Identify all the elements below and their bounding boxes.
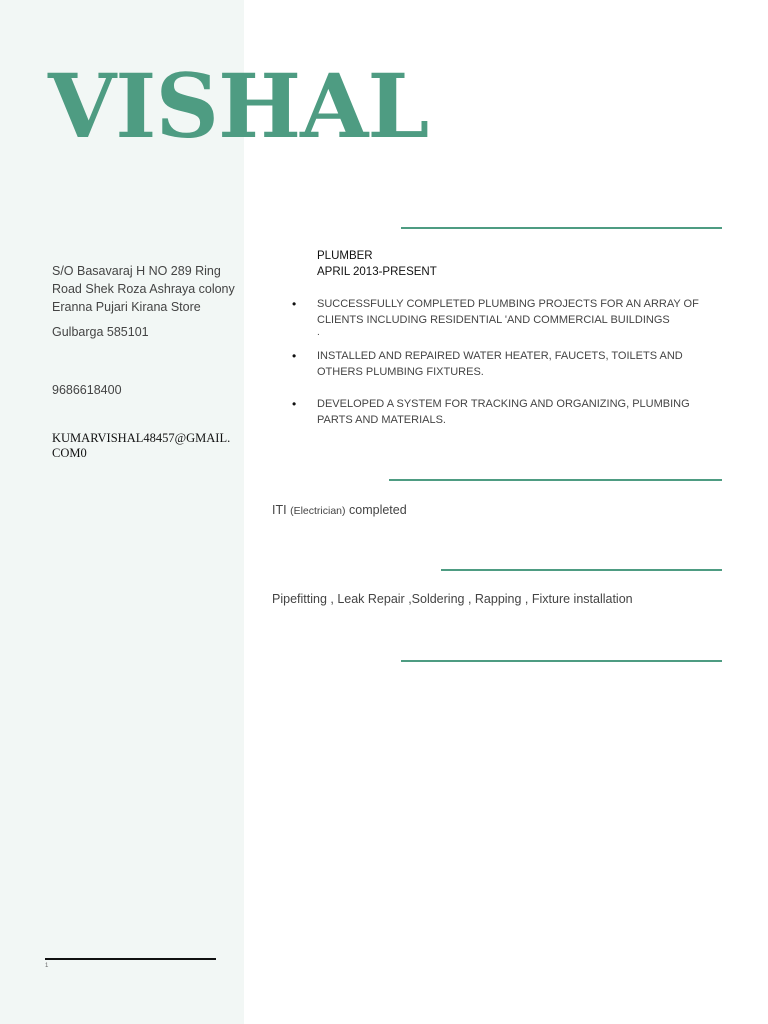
list-item	[292, 348, 702, 380]
phone-number: 9686618400	[52, 383, 122, 397]
duty-text: SUCCESSFULLY COMPLETED PLUMBING PROJECTS FOR AN ARRAY OF CLIENTS INCLUDING RESIDENTIAL 'AND COMMERCIAL BUILDINGS	[317, 298, 699, 326]
duties-list	[292, 296, 702, 444]
footnote-rule	[45, 958, 216, 960]
bullet-icon: •	[292, 297, 297, 311]
bullet-icon: •	[292, 349, 297, 363]
skills-text: Pipefitting , Leak Repair ,Soldering , Rapping , Fixture installation	[272, 592, 633, 606]
list-item	[292, 396, 702, 428]
education-section-rule	[389, 479, 722, 481]
duty-text: INSTALLED AND REPAIRED WATER HEATER, FAUCETS, TOILETS AND OTHERS PLUMBING FIXTURES.	[317, 350, 683, 378]
address-line-1: S/O Basavaraj H NO 289 Ring	[52, 264, 221, 278]
job-title: PLUMBER	[317, 250, 373, 262]
duty-trailing-mark: .	[317, 327, 320, 338]
additional-section-rule	[401, 660, 722, 662]
address-line-3: Eranna Pujari Kirana Store	[52, 300, 201, 314]
education-status: completed	[349, 503, 407, 517]
job-dates: APRIL 2013-PRESENT	[317, 266, 437, 278]
list-item	[292, 296, 702, 338]
duty-text: DEVELOPED A SYSTEM FOR TRACKING AND ORGANIZING, PLUMBING PARTS AND MATERIALS.	[317, 398, 690, 426]
candidate-name: VISHAL	[48, 54, 429, 158]
bullet-icon: •	[292, 397, 297, 411]
experience-section-rule	[401, 227, 722, 229]
education-detail: (Electrician)	[290, 505, 346, 517]
skills-section-rule	[441, 569, 722, 571]
education-prefix: ITI	[272, 503, 287, 517]
email-address: KUMARVISHAL48457@GMAIL.COM0	[52, 431, 231, 460]
education-entry	[272, 503, 407, 517]
address-city: Gulbarga 585101	[52, 325, 149, 339]
footnote-mark: 1	[45, 963, 49, 969]
address-line-2: Road Shek Roza Ashraya colony	[52, 282, 235, 296]
